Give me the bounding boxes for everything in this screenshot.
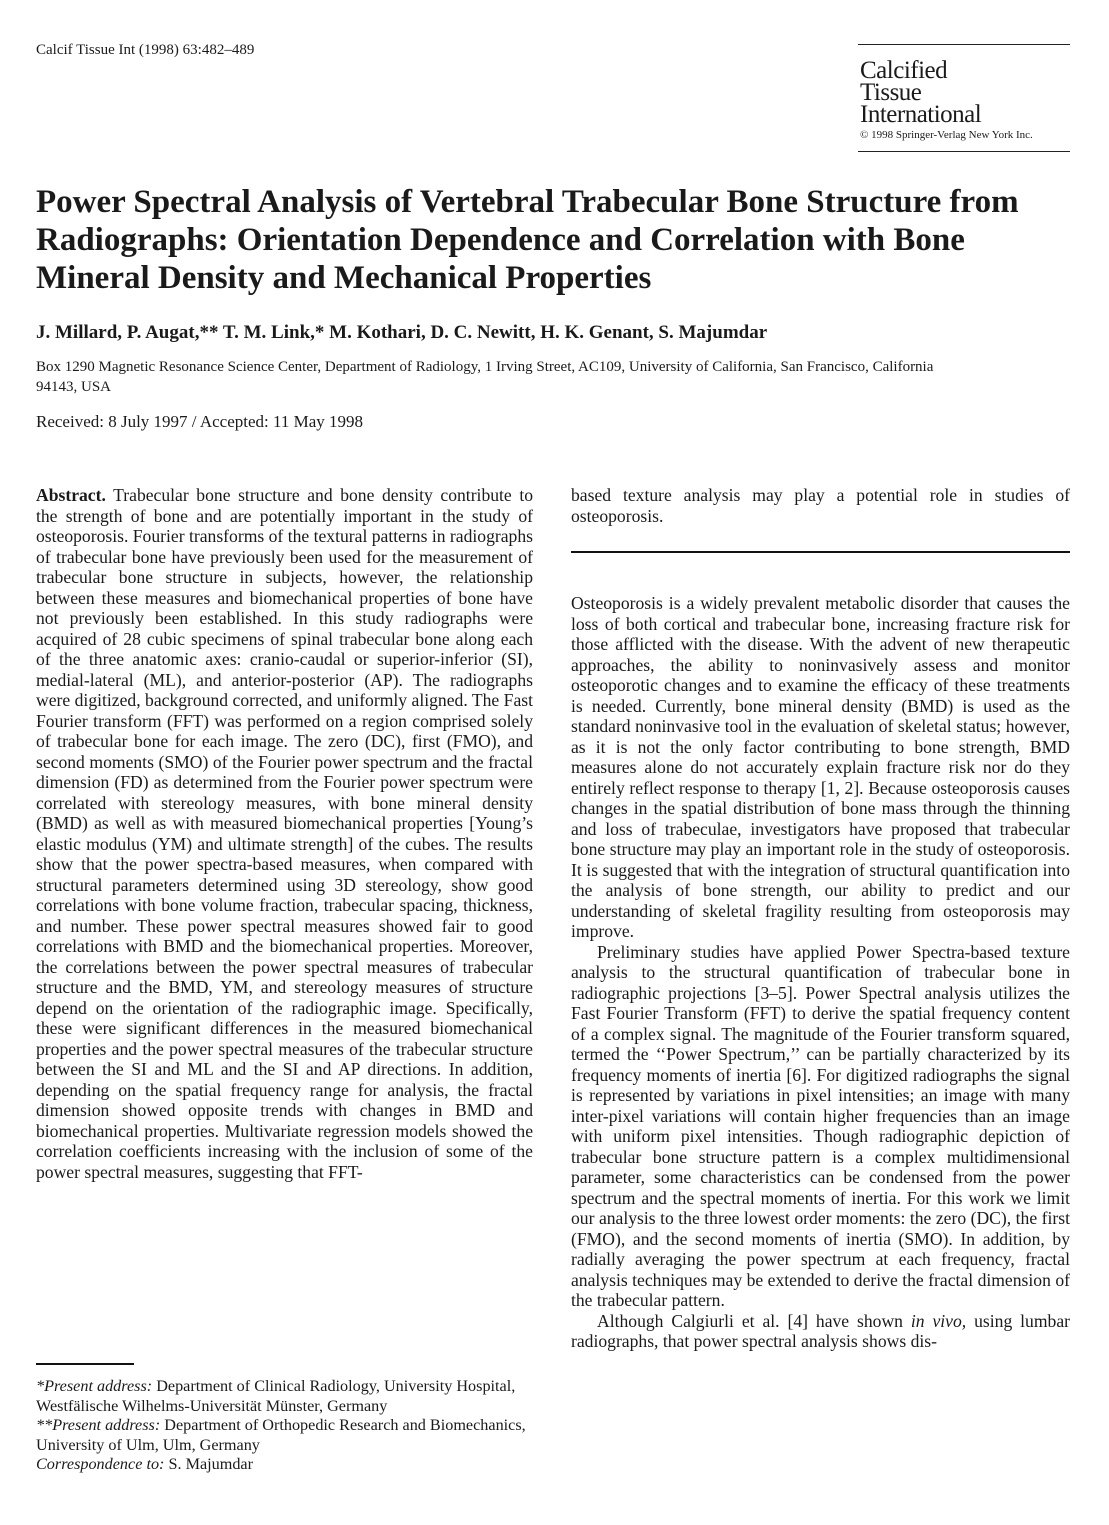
footnote-3-text: S. Majumdar — [168, 1455, 254, 1473]
abstract-continuation — [571, 485, 1070, 526]
journal-citation: Calcif Tissue Int (1998) 63:482–489 — [36, 42, 255, 58]
paper-title: Power Spectral Analysis of Vertebral Trabecular Bone Structure from Radiographs: Orientation Dependence and Correlation with Bone Mineral Density and Mechanical Properties — [36, 184, 1019, 296]
footnote-2 — [36, 1416, 533, 1455]
footnote-2-text: Department of Orthopedic Research and Biomechanics, University of Ulm, Ulm, Germany — [36, 1416, 526, 1454]
p3-end: using lumbar radiographs, that power spectral analysis shows dis- — [571, 1310, 1070, 1351]
logo-line-3: International — [860, 101, 982, 128]
footnote-2-label: **Present address: — [36, 1416, 161, 1434]
copyright-notice: © 1998 Springer-Verlag New York Inc. — [860, 129, 1033, 141]
intro-paragraph-3 — [571, 1311, 1070, 1352]
footnote-1-text: Department of Clinical Radiology, University Hospital, Westfälische Wilhelms-Universität Münster, Germany — [36, 1377, 516, 1415]
p3-italic: in vivo, — [910, 1310, 967, 1331]
abstract-text: Trabecular bone structure and bone density contribute to the strength of bone and are potentially important in the study of osteoporosis. Fourier transforms of the textural patterns in radiographs of trabecular bone have previously been used for the measurement of trabecular bone structure in subjects, however, the relationship between these measures and biomechanical properties of bone have not previously been established. In this study radiographs were acquired of 28 cubic specimens of spinal trabecular bone along each of the three anatomic axes: cranio-caudal or superior-inferior (SI), medial-lateral (ML), and anterior-posterior (AP). The radiographs were digitized, background corrected, and uniformly aligned. The Fast Fourier transform (FFT) was performed on a region comprised solely of trabecular bone for each image. The zero (DC), first (FMO), and second moments (SMO) of the Fourier power spectrum and the fractal dimension (FD) as determined from the Fourier power spectrum were correlated with stereology measures, with bone mineral density (BMD) as well as with measured biomechanical properties [Young’s elastic modulus (YM) and ultimate strength] of the cubes. The results show that the power spectra-based measures, when compared with structural parameters determined using 3D stereology, show good correlations with bone volume fraction, trabecular spacing, thickness, and number. These power spectral measures showed fair to good correlations with BMD and the biomechanical properties. Moreover, the correlations between the power spectral measures of trabecular structure and the BMD, YM, and stereology measures of structure depend on the orientation of the radiographic image. Specifically, these were significant differences in the measured biomechanical properties and the power spectral measures of the trabecular structure between the SI and ML and the SI and AP directions. In addition, depending on the spatial frequency range for analysis, the fractal dimension showed opposite trends with changes in BMD and biomechanical properties. Multivariate regression models showed the correlation coefficients increasing with the inclusion of some of the power spectral measures, suggesting that FFT- — [36, 485, 533, 1182]
footnote-3 — [36, 1455, 533, 1475]
intro-column — [571, 593, 1070, 1352]
journal-logo — [858, 44, 1070, 152]
author-list: J. Millard, P. Augat,** T. M. Link,* M. Kothari, D. C. Newitt, H. K. Genant, S. Majumdar — [36, 322, 768, 343]
intro-paragraph-2: Preliminary studies have applied Power Spectra-based texture analysis to the structural quantification of trabecular bone in radiographic projections [3–5]. Power Spectral analysis utilizes the Fast Fourier Transform (FFT) to derive the spatial frequency content of a complex signal. The magnitude of the Fourier transform squared, termed the ‘‘Power Spectrum,’’ can be partially characterized by its frequency moments of inertia [6]. For digitized radiographs the signal is represented by variations in pixel intensities; an image with many inter-pixel variations will contain higher frequencies than an image with uniform pixel intensities. Though radiographic depiction of trabecular bone structure pattern is a complex multidimensional parameter, some characteristics can be condensed from the power spectrum and the spectral moments of inertia. For this work we limit our analysis to the three lowest order moments: the zero (DC), the first (FMO), and the second moments of inertia (SMO). In addition, by radially averaging the power spectrum at each frequency, fractal analysis techniques may be extended to derive the fractal dimension of the trabecular pattern. — [571, 941, 1070, 1310]
abstract-label: Abstract. — [36, 485, 106, 505]
received-dates: Received: 8 July 1997 / Accepted: 11 May 1998 — [36, 412, 364, 431]
logo-line-1: Calcified — [860, 57, 948, 84]
affiliation: Box 1290 Magnetic Resonance Science Center, Department of Radiology, 1 Irving Street, AC109, University of California, San Francisco, California 94143, USA — [36, 359, 934, 395]
abstract-divider — [571, 551, 1070, 553]
footnote-1 — [36, 1377, 533, 1416]
footnote-3-label: Correspondence to: — [36, 1455, 165, 1473]
p3-start: Although Calgiurli et al. [4] have shown — [597, 1310, 903, 1331]
abstract-column — [36, 485, 533, 1182]
logo-line-2: Tissue — [860, 79, 922, 106]
footnote-divider — [36, 1363, 134, 1365]
footnote-1-label: *Present address: — [36, 1377, 153, 1395]
intro-paragraph-1: Osteoporosis is a widely prevalent metabolic disorder that causes the loss of both cortical and trabecular bone, increasing fracture risk for those afflicted with the disease. With the advent of new therapeutic approaches, the ability to noninvasively assess and monitor osteoporotic changes and to examine the efficacy of these treatments is needed. Currently, bone mineral density (BMD) is used as the standard noninvasive tool in the evaluation of skeletal status; however, as it is not the only factor contributing to bone strength, BMD measures alone do not accurately explain fracture risk nor do they entirely reflect response to therapy [1, 2]. Because osteoporosis causes changes in the spatial distribution of bone mass through the thinning and loss of trabeculae, investigators have proposed that trabecular bone structure may play an important role in the study of osteoporosis. It is suggested that with the integration of structural quantification into the analysis of bone strength, our ability to predict and our understanding of skeletal fragility resulting from osteoporosis may improve. — [571, 593, 1070, 941]
abstract-continuation-text: based texture analysis may play a potential role in studies of osteoporosis. — [571, 485, 1070, 526]
abstract-paragraph — [36, 485, 533, 1182]
footnotes — [36, 1377, 533, 1475]
